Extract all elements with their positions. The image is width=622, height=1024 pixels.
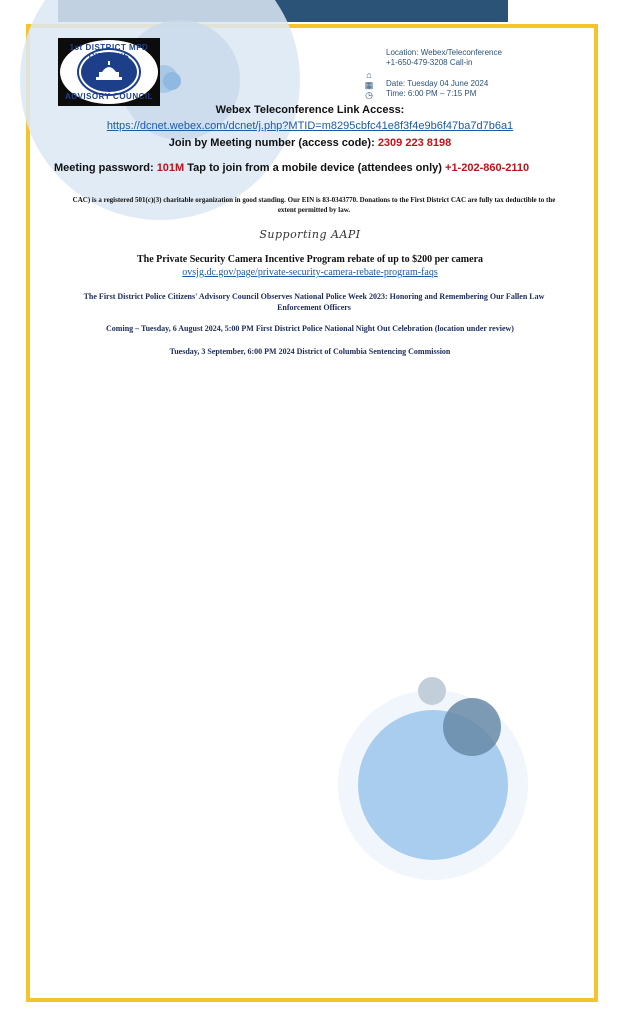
- webex-heading: Webex Teleconference Link Access:: [215, 104, 405, 116]
- camera-rebate-promo: The Private Security Camera Incentive Program rebate of up to $200 per camera: [136, 254, 484, 265]
- join-label: Join by Meeting number (access code):: [168, 137, 375, 149]
- meeting-location: Location: Webex/Teleconference: [386, 48, 502, 57]
- access-code: 2309 223 8198: [377, 137, 452, 149]
- capitol-dome-icon: [92, 61, 126, 83]
- webex-link[interactable]: https://dcnet.webex.com/dcnet/j.php?MTID=m8295cbfc41e8f3f4e9b6f47ba7d7b6a1: [106, 120, 514, 132]
- clock-icon: ◷: [365, 90, 373, 100]
- decorative-circle: [443, 698, 501, 756]
- supporting-aapi: Supporting AAPI: [259, 228, 361, 241]
- meeting-info-icons: [362, 70, 376, 100]
- meeting-password: 101M: [156, 162, 185, 174]
- mobile-join-number: +1-202-860-2110: [445, 162, 530, 174]
- logo-top-text: 1st DISTRICT MPD CITIZENS: [69, 43, 149, 61]
- meeting-time: Time: 6:00 PM – 7:15 PM: [386, 89, 477, 98]
- decorative-circle: [163, 72, 181, 90]
- meeting-date: Date: Tuesday 04 June 2024: [386, 79, 489, 88]
- september-notice: Tuesday, 3 September, 6:00 PM 2024 District of Columbia Sentencing Commission: [169, 347, 451, 356]
- night-out-notice: Coming – Tuesday, 6 August 2024, 5:00 PM First District Police National Night Out Celebration (location under review): [106, 324, 514, 333]
- charity-notice: CAC) is a registered 501(c)(3) charitable organization in good standing. Our EIN is 83-0343770. Donations to the First District CAC are fully tax deductible to the extent permitted by law.: [72, 196, 556, 214]
- home-icon: ⌂: [366, 70, 372, 80]
- meeting-info: [386, 48, 586, 99]
- password-label: Meeting password:: [54, 162, 154, 174]
- mobile-join-label: Tap to join from a mobile device (attendees only): [187, 162, 442, 174]
- police-week-notice: The First District Police Citizens' Advisory Council Observes National Police Week 2023: Honoring and Remembering Our Fallen Law Enforcement Officers: [83, 292, 545, 312]
- camera-rebate-link[interactable]: ovsjg.dc.gov/page/private-security-camera-rebate-program-faqs: [182, 267, 438, 278]
- join-line: [30, 137, 590, 149]
- council-logo: [58, 38, 160, 106]
- logo-seal: [60, 40, 158, 104]
- meeting-call-in: +1-650-479-3208 Call-in: [386, 58, 473, 67]
- calendar-icon: ▦: [364, 80, 374, 90]
- decorative-circle: [418, 677, 446, 705]
- password-line: [54, 162, 529, 174]
- logo-bottom-text: ADVISORY COUNCIL: [64, 92, 153, 101]
